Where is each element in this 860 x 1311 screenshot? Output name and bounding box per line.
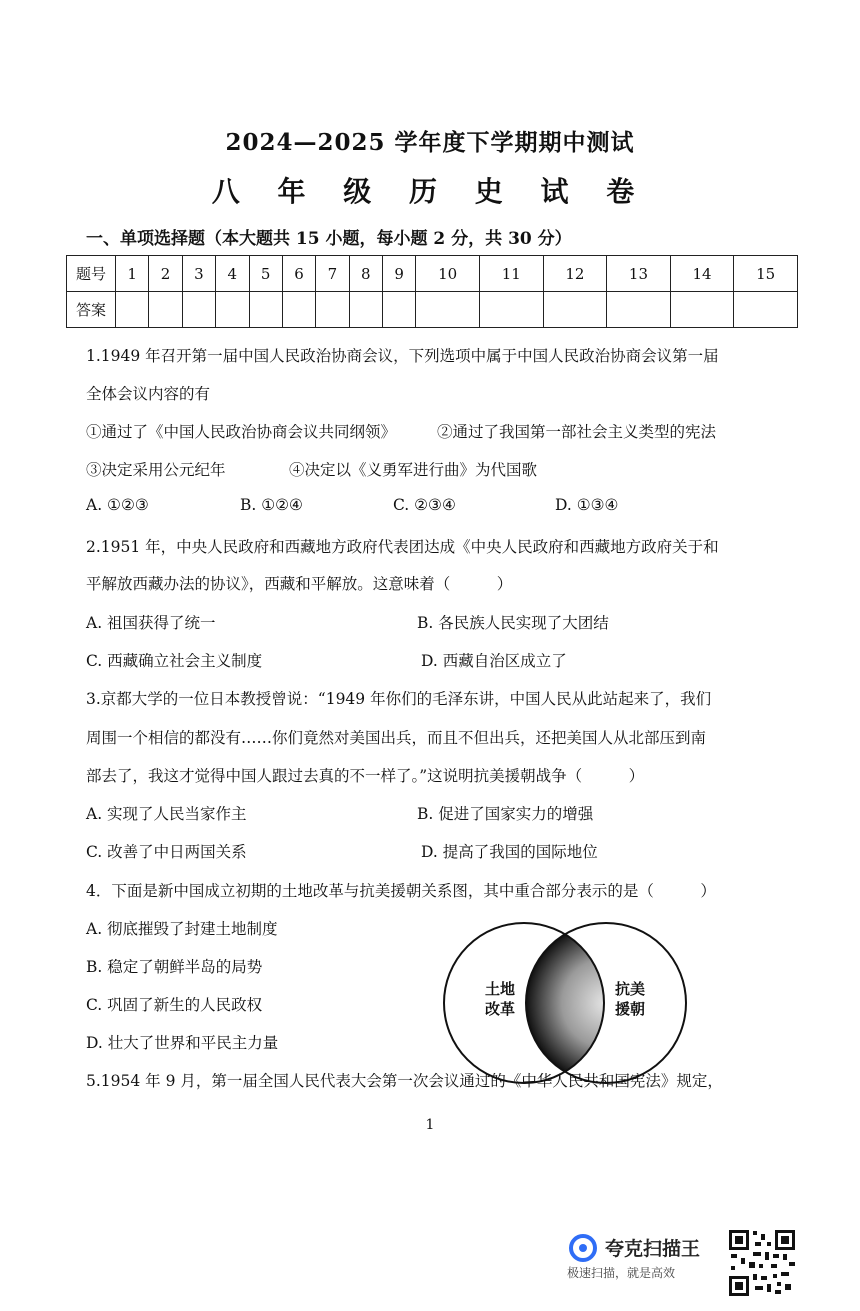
q3-stem-line: 周围一个相信的都没有……你们竟然对美国出兵，而且不但出兵，还把美国人从北部压到南	[86, 729, 707, 747]
q1-stem-line: 1.1949 年召开第一届中国人民政治协商会议，下列选项中属于中国人民政治协商会议第一届	[86, 347, 719, 365]
answer-cell[interactable]	[670, 292, 734, 328]
question-number-cell: 11	[479, 256, 543, 292]
q1-option-a[interactable]: A. ①②③	[86, 496, 149, 514]
answer-cell[interactable]	[149, 292, 182, 328]
q1-item: ①通过了《中国人民政治协商会议共同纲领》	[86, 423, 397, 441]
answer-table	[66, 255, 798, 328]
answer-cell[interactable]	[316, 292, 349, 328]
q1-item: ④决定以《义勇军进行曲》为代国歌	[289, 461, 538, 479]
question-number-cell: 6	[282, 256, 315, 292]
venn-right-label: 抗美	[614, 980, 646, 998]
q1-option-b[interactable]: B. ①②④	[240, 496, 303, 514]
page-number: 1	[425, 1117, 435, 1133]
q3-option-b[interactable]: B. 促进了国家实力的增强	[417, 805, 594, 823]
q1-stem-line: 全体会议内容的有	[86, 385, 211, 403]
answer-cell[interactable]	[734, 292, 798, 328]
exam-title: 2024—2025 学年度下学期期中测试	[225, 129, 635, 156]
q3-option-a[interactable]: A. 实现了人民当家作主	[86, 805, 247, 823]
q2-option-a[interactable]: A. 祖国获得了统一	[86, 614, 216, 632]
answer-table-number-row	[67, 256, 798, 292]
q2-option-d[interactable]: D. 西藏自治区成立了	[421, 652, 567, 670]
q1-item: ②通过了我国第一部社会主义类型的宪法	[437, 423, 717, 441]
answer-cell[interactable]	[543, 292, 607, 328]
question-number-cell: 4	[216, 256, 249, 292]
answer-cell[interactable]	[116, 292, 149, 328]
table-row-label: 答案	[67, 292, 116, 328]
table-row-label: 题号	[67, 256, 116, 292]
q2-stem-line: 平解放西藏办法的协议》，西藏和平解放。这意味着（ ）	[86, 575, 513, 593]
brand-tagline: 极速扫描，就是高效	[567, 1266, 676, 1280]
q4-option-c[interactable]: C. 巩固了新生的人民政权	[86, 996, 263, 1014]
q3-option-d[interactable]: D. 提高了我国的国际地位	[421, 843, 598, 861]
brand-name: 夸克扫描王	[605, 1238, 701, 1260]
answer-cell[interactable]	[607, 292, 671, 328]
question-number-cell: 2	[149, 256, 182, 292]
q3-option-c[interactable]: C. 改善了中日两国关系	[86, 843, 247, 861]
question-number-cell: 7	[316, 256, 349, 292]
answer-cell[interactable]	[182, 292, 215, 328]
question-number-cell: 14	[670, 256, 734, 292]
answer-cell[interactable]	[383, 292, 416, 328]
answer-cell[interactable]	[349, 292, 382, 328]
question-number-cell: 10	[416, 256, 480, 292]
answer-cell[interactable]	[479, 292, 543, 328]
q1-option-d[interactable]: D. ①③④	[555, 496, 619, 514]
q4-option-d[interactable]: D. 壮大了世界和平民主力量	[86, 1034, 279, 1052]
exam-subtitle: 八 年 级 历 史 试 卷	[211, 175, 649, 208]
question-number-cell: 8	[349, 256, 382, 292]
question-number-cell: 1	[116, 256, 149, 292]
venn-diagram	[440, 918, 690, 1088]
q3-stem-line: 3.京都大学的一位日本教授曾说：“1949 年你们的毛泽东讲，中国人民从此站起来了，我们	[86, 690, 712, 708]
q5-stem-line: 5.1954 年 9 月，第一届全国人民代表大会第一次会议通过的《中华人民共和国宪法》规定，	[86, 1072, 723, 1090]
q2-option-c[interactable]: C. 西藏确立社会主义制度	[86, 652, 263, 670]
section-heading: 一、单项选择题（本大题共 15 小题，每小题 2 分，共 30 分）	[86, 229, 572, 249]
q4-option-b[interactable]: B. 稳定了朝鲜半岛的局势	[86, 958, 263, 976]
scanner-watermark	[567, 1232, 727, 1292]
question-number-cell: 13	[607, 256, 671, 292]
q1-option-c[interactable]: C. ②③④	[393, 496, 456, 514]
answer-cell[interactable]	[249, 292, 282, 328]
question-number-cell: 12	[543, 256, 607, 292]
answer-cell[interactable]	[416, 292, 480, 328]
venn-left-label: 土地	[484, 980, 516, 998]
q4-stem-line: 4．下面是新中国成立初期的土地改革与抗美援朝关系图，其中重合部分表示的是（ ）	[86, 882, 716, 900]
venn-left-label: 改革	[484, 1000, 516, 1018]
question-number-cell: 15	[734, 256, 798, 292]
q3-stem-line: 部去了，我这才觉得中国人跟过去真的不一样了。”这说明抗美援朝战争（ ）	[86, 767, 645, 785]
qr-code-icon	[727, 1228, 797, 1298]
q4-option-a[interactable]: A. 彻底摧毁了封建土地制度	[86, 920, 278, 938]
question-number-cell: 9	[383, 256, 416, 292]
answer-cell[interactable]	[282, 292, 315, 328]
q2-option-b[interactable]: B. 各民族人民实现了大团结	[417, 614, 609, 632]
q2-stem-line: 2.1951 年，中央人民政府和西藏地方政府代表团达成《中央人民政府和西藏地方政府关于和	[86, 538, 719, 556]
venn-right-label: 援朝	[614, 1000, 646, 1018]
q1-item: ③决定采用公元纪年	[86, 461, 226, 479]
answer-cell[interactable]	[216, 292, 249, 328]
question-number-cell: 3	[182, 256, 215, 292]
question-number-cell: 5	[249, 256, 282, 292]
scanner-logo-icon	[569, 1234, 597, 1262]
answer-table-answer-row	[67, 292, 798, 328]
